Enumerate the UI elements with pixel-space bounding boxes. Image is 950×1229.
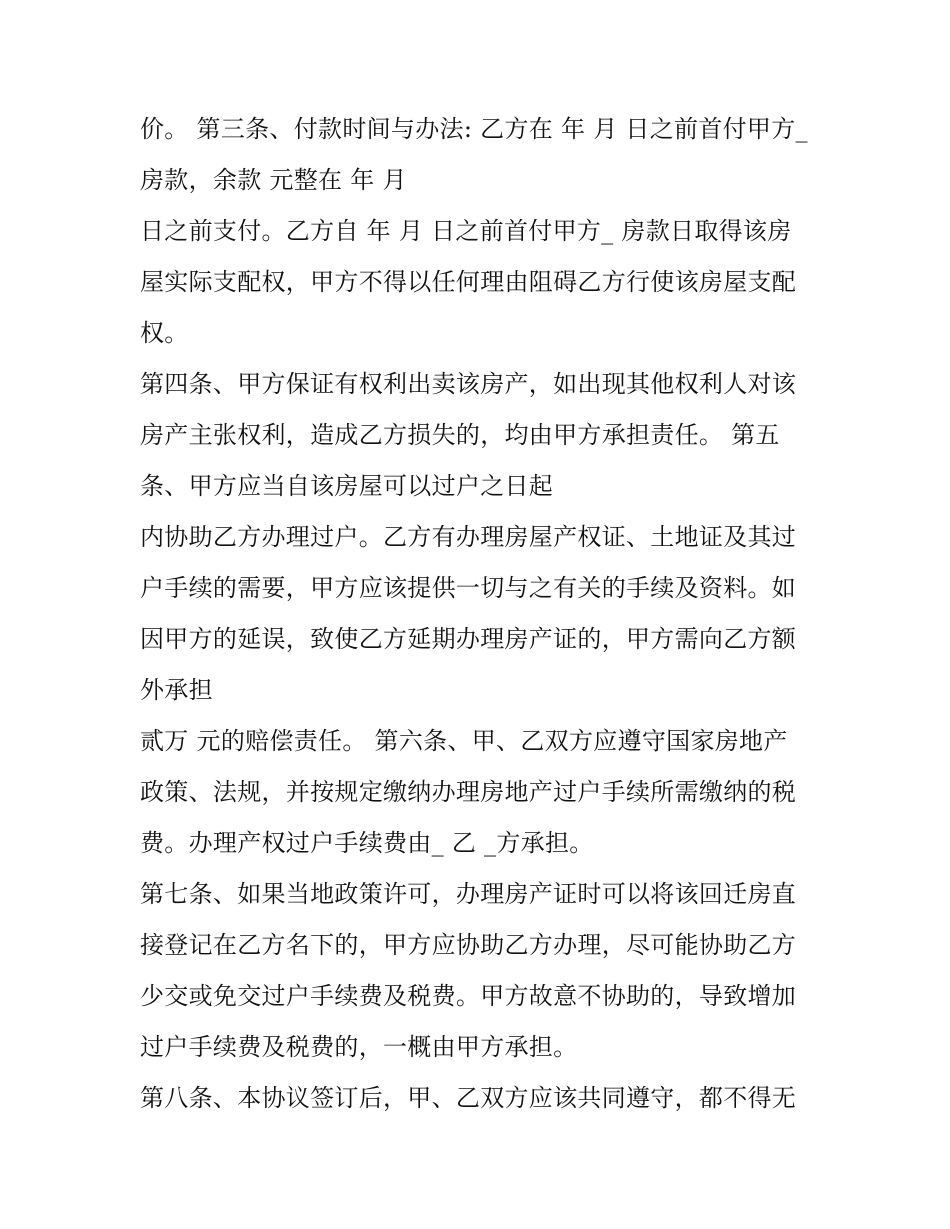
text-line: 因甲方的延误，致使乙方延期办理房产证的，甲方需向乙方额 bbox=[140, 625, 797, 653]
text-line: 贰万 元的赔偿责任。 第六条、甲、乙双方应遵守国家房地产 bbox=[140, 727, 788, 755]
text-line: 价。 第三条、付款时间与办法: 乙方在 年 月 日之前首付甲方_ bbox=[140, 115, 808, 143]
text-line: 接登记在乙方名下的，甲方应协助乙方办理，尽可能协助乙方 bbox=[140, 931, 797, 959]
text-line: 房产主张权利，造成乙方损失的，均由甲方承担责任。 第五 bbox=[140, 421, 780, 449]
text-line: 条、甲方应当自该房屋可以过户之日起 bbox=[140, 472, 554, 500]
text-line: 房款，余款 元整在 年 月 bbox=[140, 166, 407, 194]
text-line: 权。 bbox=[140, 319, 189, 347]
text-line: 过户手续费及税费的，一概由甲方承担。 bbox=[140, 1033, 578, 1061]
text-line: 第七条、如果当地政策许可，办理房产证时可以将该回迁房直 bbox=[140, 880, 797, 908]
document-body bbox=[140, 104, 830, 1124]
text-line: 少交或免交过户手续费及税费。甲方故意不协助的，导致增加 bbox=[140, 982, 797, 1010]
text-line: 内协助乙方办理过户。乙方有办理房屋产权证、土地证及其过 bbox=[140, 523, 797, 551]
text-line: 第八条、本协议签订后，甲、乙双方应该共同遵守，都不得无 bbox=[140, 1084, 797, 1112]
text-line: 第四条、甲方保证有权利出卖该房产，如出现其他权利人对该 bbox=[140, 370, 797, 398]
text-line: 日之前支付。乙方自 年 月 日之前首付甲方_ 房款日取得该房 bbox=[140, 217, 792, 245]
text-line: 屋实际支配权，甲方不得以任何理由阻碍乙方行使该房屋支配 bbox=[140, 268, 797, 296]
text-line: 户手续的需要，甲方应该提供一切与之有关的手续及资料。如 bbox=[140, 574, 797, 602]
text-line: 外承担 bbox=[140, 676, 213, 704]
text-line: 费。办理产权过户手续费由_ 乙 _方承担。 bbox=[140, 829, 594, 857]
text-line: 政策、法规，并按规定缴纳办理房地产过户手续所需缴纳的税 bbox=[140, 778, 797, 806]
